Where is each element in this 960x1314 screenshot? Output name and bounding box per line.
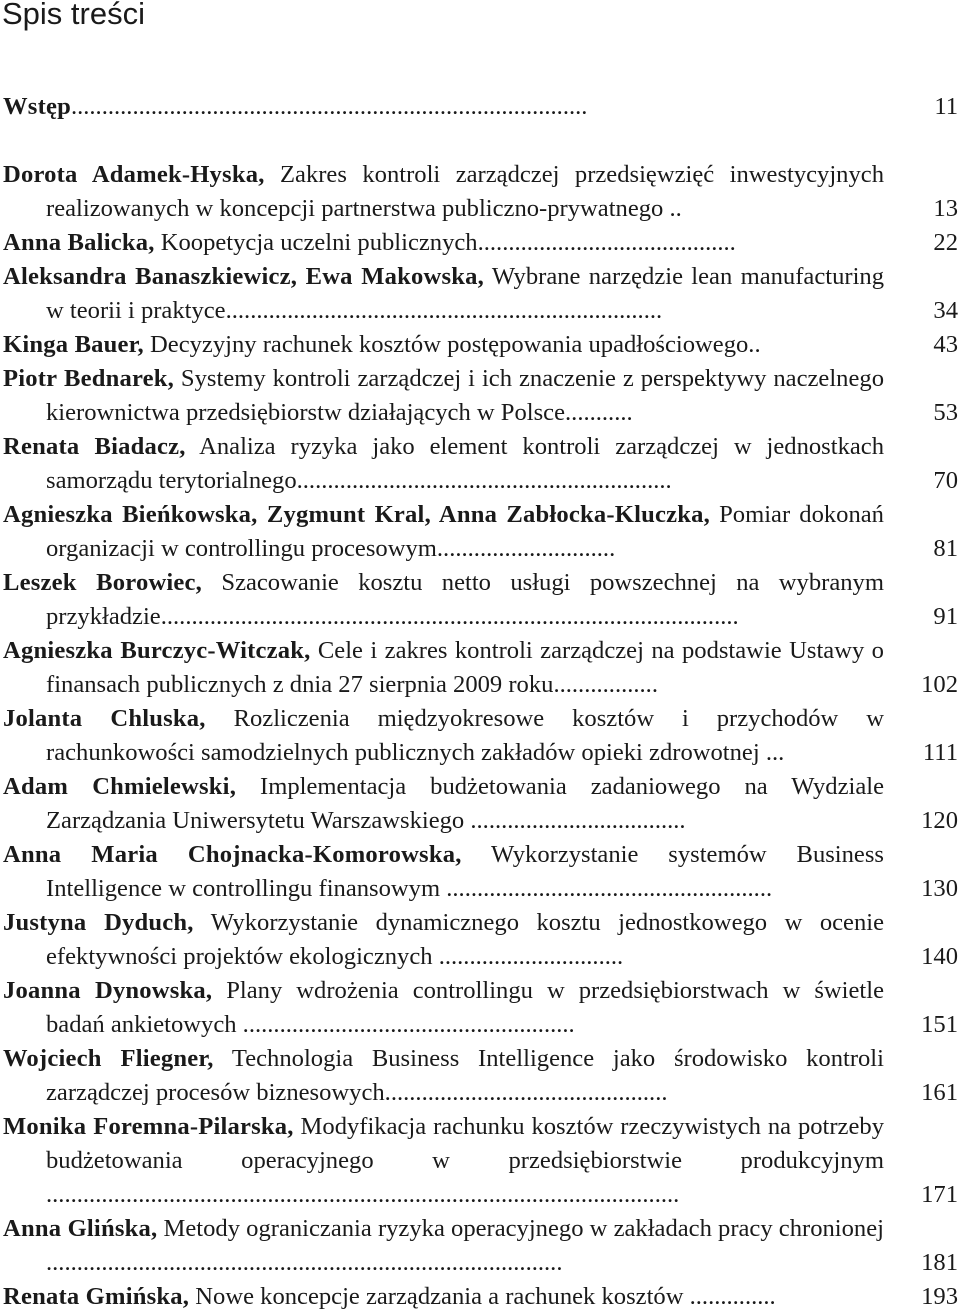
toc-title: Nowe koncepcje zarządzania a rachunek kosztów bbox=[189, 1283, 684, 1310]
toc-entry[interactable] bbox=[0, 906, 960, 974]
toc-entry[interactable] bbox=[0, 498, 960, 566]
toc-entry[interactable] bbox=[0, 838, 960, 906]
toc-author: Justyna Dyduch, bbox=[3, 909, 194, 936]
toc-title: Plany wdrożenia controllingu w przedsiębiorstwach w świetle badań ankietowych bbox=[46, 977, 884, 1038]
toc-leader: .............. bbox=[683, 1283, 776, 1310]
toc-author: Piotr Bednarek, bbox=[3, 365, 174, 392]
toc-leader: ................................... bbox=[464, 807, 686, 834]
toc-entry[interactable] bbox=[0, 362, 960, 430]
toc-leader: .............................................................................................. bbox=[160, 603, 739, 630]
toc-entry-text bbox=[0, 1212, 884, 1280]
page-title: Spis treści bbox=[2, 0, 145, 31]
toc-page-number: 161 bbox=[921, 1079, 958, 1106]
toc-entry-text bbox=[0, 634, 884, 702]
toc-author: Renata Biadacz, bbox=[3, 433, 186, 460]
toc-page-number: 102 bbox=[921, 671, 958, 698]
toc-page-number: 81 bbox=[933, 535, 958, 562]
toc-leader: ............................................................. bbox=[296, 467, 672, 494]
toc-author: Aleksandra Banaszkiewicz, Ewa Makowska, bbox=[3, 263, 484, 290]
toc-leader: . bbox=[754, 331, 761, 358]
toc-author: Kinga Bauer, bbox=[3, 331, 144, 358]
toc-page-number: 111 bbox=[922, 739, 958, 766]
toc-title: Cele i zakres kontroli zarządczej na podstawie Ustawy o finansach publicznych z dnia 27 sierpnia 2009 roku bbox=[46, 637, 884, 698]
table-of-contents bbox=[0, 90, 960, 1314]
toc-entry[interactable] bbox=[0, 1110, 960, 1212]
toc-entry[interactable] bbox=[0, 1212, 960, 1280]
toc-page-number: 53 bbox=[933, 399, 958, 426]
toc-author: Wojciech Fliegner, bbox=[3, 1045, 214, 1072]
toc-author: Anna Glińska, bbox=[3, 1215, 158, 1242]
toc-entry-text bbox=[0, 328, 884, 362]
toc-leader: ...................................................... bbox=[236, 1011, 575, 1038]
toc-entry-text bbox=[0, 906, 884, 974]
toc-entry[interactable] bbox=[0, 974, 960, 1042]
toc-intro-label: Wstęp bbox=[3, 93, 71, 120]
toc-author: Adam Chmielewski, bbox=[3, 773, 237, 800]
toc-author: Agnieszka Bieńkowska, Zygmunt Kral, Anna Zabłocka-Kluczka, bbox=[3, 501, 710, 528]
toc-title: Decyzyjny rachunek kosztów postępowania upadłościowego. bbox=[143, 331, 755, 358]
toc-title: Metody ograniczania ryzyka operacyjnego w zakładach pracy chronionej bbox=[157, 1215, 884, 1242]
toc-page-number: 13 bbox=[933, 195, 958, 222]
toc-entry[interactable] bbox=[0, 1280, 960, 1314]
toc-leader: .................................................................................... bbox=[46, 1249, 563, 1276]
toc-author: Renata Gmińska, bbox=[3, 1283, 190, 1310]
toc-entry[interactable] bbox=[0, 566, 960, 634]
toc-entry[interactable] bbox=[0, 226, 960, 260]
toc-page-number: 120 bbox=[921, 807, 958, 834]
toc-title: Technologia Business Intelligence jako środowisko kontroli zarządczej procesów biznesowych bbox=[46, 1045, 884, 1106]
toc-entry-text bbox=[0, 566, 884, 634]
toc-page-number: 140 bbox=[921, 943, 958, 970]
toc-entry-text bbox=[0, 498, 884, 566]
toc-title: Analiza ryzyka jako element kontroli zarządczej w jednostkach samorządu terytorialnego bbox=[46, 433, 885, 494]
toc-title: Szacowanie kosztu netto usługi powszechnej na wybranym przykładzie bbox=[46, 569, 884, 630]
toc-title: Rozliczenia międzyokresowe kosztów i przychodów w rachunkowości samodzielnych publicznych zakładów opieki zdrowotnej bbox=[46, 705, 884, 766]
toc-author: Agnieszka Burczyc-Witczak, bbox=[3, 637, 311, 664]
toc-title: Wykorzystanie systemów Business Intelligence w controllingu finansowym bbox=[46, 841, 884, 902]
toc-leader: ........... bbox=[565, 399, 633, 426]
toc-leader: ....................................................................... bbox=[225, 297, 663, 324]
toc-title: Pomiar dokonań organizacji w controllingu procesowym bbox=[46, 501, 884, 562]
toc-page-number: 91 bbox=[933, 603, 958, 630]
toc-entry-text bbox=[0, 1280, 884, 1314]
toc-entry-text bbox=[0, 158, 884, 226]
toc-leader: .............................. bbox=[432, 943, 624, 970]
toc-entry[interactable] bbox=[0, 702, 960, 770]
toc-leader: .......................................... bbox=[477, 229, 736, 256]
toc-title: Implementacja budżetowania zadaniowego na Wydziale Zarządzania Uniwersytetu Warszawskiego bbox=[46, 773, 884, 834]
toc-leader: ................. bbox=[553, 671, 658, 698]
toc-entry-text bbox=[0, 838, 884, 906]
toc-entry[interactable] bbox=[0, 1042, 960, 1110]
toc-page-number: 171 bbox=[921, 1181, 958, 1208]
toc-page-number: 43 bbox=[933, 331, 958, 358]
toc-entry-text bbox=[0, 1042, 884, 1110]
toc-author: Monika Foremna-Pilarska, bbox=[3, 1113, 294, 1140]
toc-entry-text bbox=[0, 430, 884, 498]
toc-page-number: 11 bbox=[934, 93, 958, 120]
toc-entry-text bbox=[0, 770, 884, 838]
toc-entry[interactable] bbox=[0, 770, 960, 838]
toc-leader: .................................................................................... bbox=[70, 93, 588, 120]
toc-leader: .............................................. bbox=[384, 1079, 668, 1106]
toc-page-number: 70 bbox=[933, 467, 958, 494]
toc-title: Koopetycja uczelni publicznych bbox=[154, 229, 478, 256]
toc-entry-text bbox=[0, 260, 884, 328]
toc-page-number: 193 bbox=[921, 1283, 958, 1310]
toc-entry-text bbox=[0, 226, 884, 260]
toc-author: Jolanta Chluska, bbox=[3, 705, 206, 732]
toc-author: Leszek Borowiec, bbox=[3, 569, 203, 596]
toc-entry[interactable] bbox=[0, 158, 960, 226]
toc-title: Zakres kontroli zarządczej przedsięwzięć inwestycyjnych realizowanych w koncepcji partnerstwa publiczno-prywatnego . bbox=[46, 161, 884, 222]
toc-leader: ............................. bbox=[436, 535, 616, 562]
toc-author: Anna Balicka, bbox=[3, 229, 155, 256]
toc-entry[interactable] bbox=[0, 328, 960, 362]
toc-page-number: 181 bbox=[921, 1249, 958, 1276]
toc-entry[interactable] bbox=[0, 260, 960, 328]
toc-page-number: 151 bbox=[921, 1011, 958, 1038]
toc-author: Anna Maria Chojnacka-Komorowska, bbox=[3, 841, 462, 868]
toc-entry-intro[interactable] bbox=[0, 90, 960, 124]
toc-entry[interactable] bbox=[0, 634, 960, 702]
toc-entry[interactable] bbox=[0, 430, 960, 498]
toc-page-number: 34 bbox=[933, 297, 958, 324]
toc-author: Joanna Dynowska, bbox=[3, 977, 213, 1004]
toc-entry-text bbox=[0, 702, 884, 770]
toc-title: Modyfikacja rachunku kosztów rzeczywistych na potrzeby budżetowania operacyjnego w przedsiębiorstwie produkcyjnym bbox=[46, 1113, 884, 1174]
toc-entry-text bbox=[0, 974, 884, 1042]
toc-author: Dorota Adamek-Hyska, bbox=[3, 161, 265, 188]
toc-title: Systemy kontroli zarządczej i ich znaczenie z perspektywy naczelnego kierownictwa przedsiębiorstw działających w Polsce bbox=[46, 365, 884, 426]
toc-title: Wybrane narzędzie lean manufacturing w teorii i praktyce bbox=[46, 263, 884, 324]
toc-entry-text bbox=[0, 362, 884, 430]
toc-page-number: 130 bbox=[921, 875, 958, 902]
toc-leader: . bbox=[675, 195, 682, 222]
toc-leader: ....................................................................................................... bbox=[46, 1181, 680, 1208]
toc-leader: ... bbox=[759, 739, 785, 766]
toc-title: Wykorzystanie dynamicznego kosztu jednostkowego w ocenie efektywności projektów ekologicznych bbox=[46, 909, 884, 970]
toc-entry-text bbox=[0, 1110, 884, 1212]
toc-page-number: 22 bbox=[933, 229, 958, 256]
toc-leader: ..................................................... bbox=[440, 875, 773, 902]
